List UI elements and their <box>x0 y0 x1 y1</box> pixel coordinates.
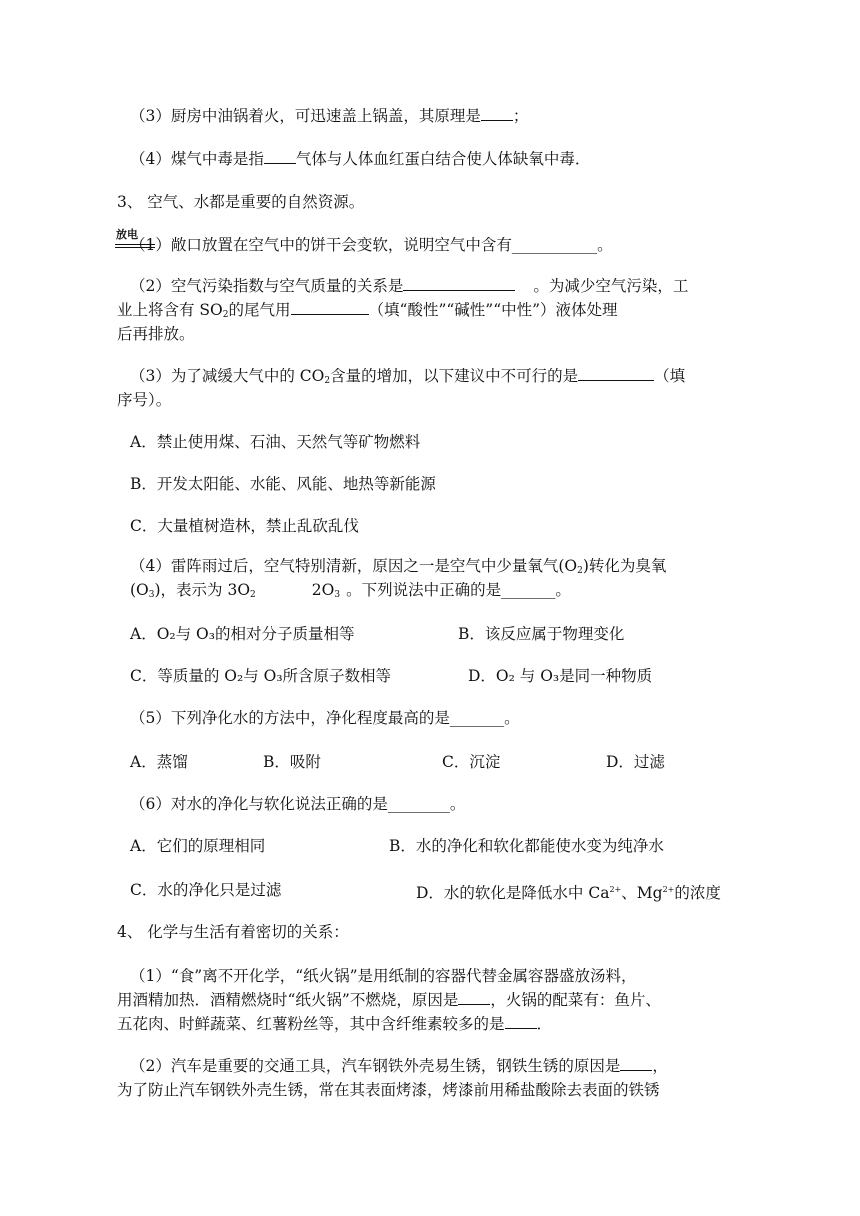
q3-part4-option-c: C．等质量的 O₂与 O₃所含原子数相等 <box>130 667 392 685</box>
q4-part2-line2: 为了防止汽车钢铁外壳生锈，常在其表面烤漆，烤漆前用稀盐酸除去表面的铁锈 <box>117 1081 660 1099</box>
answer-blank[interactable] <box>264 149 296 164</box>
q3-part1: （1）敞口放置在空气中的饼干会变软，说明空气中含有___________。 <box>130 236 613 254</box>
q2-part4: （4）煤气中毒是指 气体与人体血红蛋白结合使人体缺氧中毒． <box>130 150 591 168</box>
q3-part6: （6）对水的净化与软化说法正确的是________。 <box>130 795 466 813</box>
answer-blank[interactable] <box>620 1056 652 1071</box>
answer-blank[interactable] <box>291 300 369 315</box>
q3-part4-option-b: B．该反应属于物理变化 <box>458 625 625 643</box>
answer-blank[interactable] <box>505 1014 537 1029</box>
q3-part5: （5）下列净化水的方法中，净化程度最高的是_______。 <box>130 709 520 727</box>
answer-blank[interactable] <box>458 990 490 1005</box>
q3-part2-line1: （2）空气污染指数与空气质量的关系是 。为减少空气污染，工 <box>130 277 689 295</box>
q3-part4-option-d: D．O₂ 与 O₃是同一种物质 <box>468 667 653 685</box>
fangdian-label: 放电 <box>116 228 138 241</box>
answer-blank[interactable] <box>403 276 515 291</box>
q3-part5-option-a: A．蒸馏 <box>130 753 188 771</box>
q4-part1-line2: 用酒精加热．酒精燃烧时“纸火锅”不燃烧，原因是 ，火锅的配菜有：鱼片、 <box>117 991 661 1009</box>
q3-part3-line1: （3）为了减缓大气中的 $CO_2$含量的增加，以下建议中不可行的是 （填 <box>130 367 686 386</box>
q3-part4-option-a: A．O₂与 O₃的相对分子质量相等 <box>130 625 355 643</box>
q4-part2-line1: （2）汽车是重要的交通工具，汽车钢铁外壳易生锈，钢铁生锈的原因是 ， <box>130 1057 668 1075</box>
q3-part6-option-b: B．水的净化和软化都能使水变为纯净水 <box>389 837 664 855</box>
q2-part3-text: （3）厨房中油锅着火，可迅速盖上锅盖，其原理是 <box>130 107 481 125</box>
answer-blank[interactable] <box>578 366 654 381</box>
q3-part6-option-a: A．它们的原理相同 <box>130 837 266 855</box>
q3-part6-option-d: D．水的软化是降低水中 $Ca^{2+}$、$Mg^{2+}$的浓度 <box>416 884 721 902</box>
q3-part5-option-b: B．吸附 <box>263 753 321 771</box>
q3-part6-option-c: C．水的净化只是过滤 <box>130 881 282 899</box>
q4-part1-line1: （1）“食”离不开化学，“纸火锅”是用纸制的容器代替金属容器盛放汤料， <box>130 967 637 985</box>
q3-part3-line2: 序号）。 <box>117 391 172 409</box>
q4-part1-line3: 五花肉、时鲜蔬菜、红薯粉丝等，其中含纤维素较多的是 ． <box>117 1015 553 1033</box>
q3-part4-line1: （4）雷阵雨过后，空气特别清新，原因之一是空气中少量氧气$(O_2)$转化为臭氧 <box>130 557 667 576</box>
q3-part2-line3: 后再排放。 <box>117 325 195 343</box>
q3-title: 3、 空气、水都是重要的自然资源。 <box>117 193 365 211</box>
q3-part3-option-c: C．大量植树造林，禁止乱砍乱伐 <box>130 517 359 535</box>
answer-blank[interactable] <box>481 106 513 121</box>
q3-part2-line2: 业上将含有 $SO_2$的尾气用 （填“酸性”“碱性”“中性”）液体处理 <box>117 301 618 320</box>
q2-part3: （3）厨房中油锅着火，可迅速盖上锅盖，其原理是 ； <box>130 107 529 125</box>
q3-part4-line2: $(O_3)$，表示为 $3O_2$ $2O_3$ 。下列说法中正确的是_______。 <box>130 581 571 600</box>
q3-part5-option-d: D．过滤 <box>606 753 665 771</box>
q3-part3-option-b: B．开发太阳能、水能、风能、地热等新能源 <box>130 475 436 493</box>
q3-part3-option-a: A．禁止使用煤、石油、天然气等矿物燃料 <box>130 433 421 451</box>
q4-title: 4、 化学与生活有着密切的关系： <box>117 923 349 941</box>
q3-part5-option-c: C．沉淀 <box>442 753 501 771</box>
